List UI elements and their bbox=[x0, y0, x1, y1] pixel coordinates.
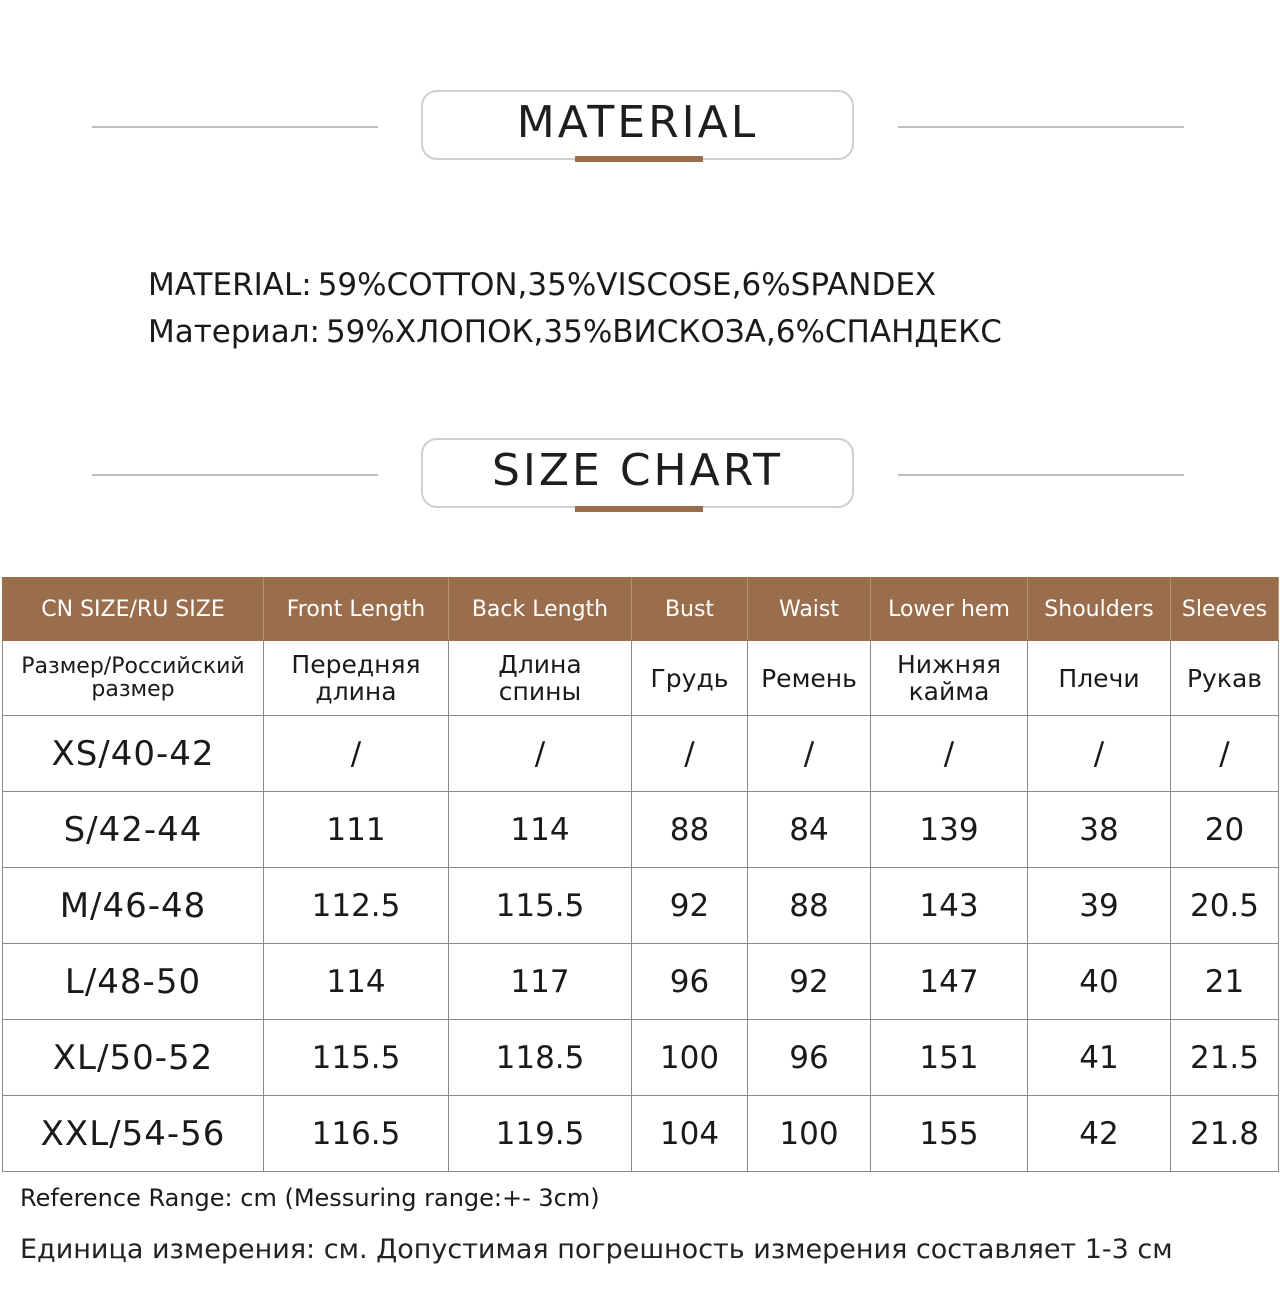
waist-cell: 84 bbox=[748, 792, 871, 868]
waist-cell: 92 bbox=[748, 944, 871, 1020]
size-cell: XS/40-42 bbox=[3, 716, 264, 792]
header-ru-line: Размер/Российский bbox=[21, 654, 245, 679]
shoulders-cell: 39 bbox=[1028, 868, 1171, 944]
table-row bbox=[3, 716, 1279, 792]
header-ru-line: кайма bbox=[908, 677, 990, 706]
shoulders-cell: 38 bbox=[1028, 792, 1171, 868]
size-chart-title: SIZE CHART bbox=[492, 445, 783, 496]
sleeves-cell: / bbox=[1171, 716, 1279, 792]
waist-cell: 88 bbox=[748, 868, 871, 944]
material-title: MATERIAL bbox=[516, 97, 759, 148]
material-composition bbox=[148, 262, 1002, 356]
back-length-cell: 117 bbox=[449, 944, 632, 1020]
column-header-ru-waist bbox=[748, 641, 871, 716]
material-label-ru: Материал: bbox=[148, 314, 320, 350]
column-header-bust: Bust bbox=[632, 578, 748, 641]
size-cell: XL/50-52 bbox=[3, 1020, 264, 1096]
column-header-ru-back-length bbox=[449, 641, 632, 716]
left-divider bbox=[92, 126, 378, 128]
right-divider bbox=[898, 126, 1184, 128]
reference-range-note-ru: Единица измерения: см. Допустимая погрешность измерения составляет 1-3 см bbox=[20, 1234, 1173, 1265]
sleeves-cell: 21.8 bbox=[1171, 1096, 1279, 1172]
header-row-ru bbox=[3, 641, 1279, 716]
column-header-lower-hem: Lower hem bbox=[871, 578, 1028, 641]
column-header-ru-lower-hem bbox=[871, 641, 1028, 716]
header-ru-line: Ремень bbox=[761, 663, 857, 693]
size-chart-title-underline bbox=[575, 506, 703, 512]
front-length-cell: 111 bbox=[264, 792, 449, 868]
front-length-cell: 115.5 bbox=[264, 1020, 449, 1096]
front-length-cell: / bbox=[264, 716, 449, 792]
table-row bbox=[3, 792, 1279, 868]
sleeves-cell: 21.5 bbox=[1171, 1020, 1279, 1096]
front-length-cell: 114 bbox=[264, 944, 449, 1020]
header-ru-line: размер bbox=[91, 677, 175, 702]
back-length-cell: / bbox=[449, 716, 632, 792]
table-row bbox=[3, 868, 1279, 944]
column-header-shoulders: Shoulders bbox=[1028, 578, 1171, 641]
header-ru-line: Длина bbox=[498, 650, 582, 679]
bust-cell: 96 bbox=[632, 944, 748, 1020]
back-length-cell: 119.5 bbox=[449, 1096, 632, 1172]
size-cell: L/48-50 bbox=[3, 944, 264, 1020]
size-cell: S/42-44 bbox=[3, 792, 264, 868]
size-table bbox=[2, 577, 1279, 1172]
table-row bbox=[3, 1020, 1279, 1096]
right-divider bbox=[898, 474, 1184, 476]
reference-range-note: Reference Range: cm (Messuring range:+- 3cm) bbox=[20, 1184, 600, 1212]
shoulders-cell: / bbox=[1028, 716, 1171, 792]
table-row bbox=[3, 1096, 1279, 1172]
header-ru-line: спины bbox=[498, 677, 582, 706]
material-title-pill bbox=[421, 90, 854, 160]
header-ru-line: Плечи bbox=[1058, 663, 1140, 693]
header-ru-line: Нижняя bbox=[897, 650, 1001, 679]
material-section-header bbox=[0, 90, 1280, 166]
column-header-front-length: Front Length bbox=[264, 578, 449, 641]
column-header-sleeves: Sleeves bbox=[1171, 578, 1279, 641]
column-header-ru-sleeves bbox=[1171, 641, 1279, 716]
waist-cell: 100 bbox=[748, 1096, 871, 1172]
column-header-back-length: Back Length bbox=[449, 578, 632, 641]
left-divider bbox=[92, 474, 378, 476]
header-row-en bbox=[3, 578, 1279, 641]
column-header-ru-front-length bbox=[264, 641, 449, 716]
sleeves-cell: 21 bbox=[1171, 944, 1279, 1020]
size-cell: M/46-48 bbox=[3, 868, 264, 944]
shoulders-cell: 42 bbox=[1028, 1096, 1171, 1172]
column-header-waist: Waist bbox=[748, 578, 871, 641]
lower-hem-cell: 139 bbox=[871, 792, 1028, 868]
bust-cell: 104 bbox=[632, 1096, 748, 1172]
lower-hem-cell: 155 bbox=[871, 1096, 1028, 1172]
header-ru-line: Передняя bbox=[291, 650, 421, 679]
sleeves-cell: 20.5 bbox=[1171, 868, 1279, 944]
bust-cell: / bbox=[632, 716, 748, 792]
material-value-ru: 59%ХЛОПОК,35%ВИСКОЗА,6%СПАНДЕКС bbox=[325, 314, 1002, 350]
column-header-cn-ru-size: CN SIZE/RU SIZE bbox=[3, 578, 264, 641]
sleeves-cell: 20 bbox=[1171, 792, 1279, 868]
shoulders-cell: 40 bbox=[1028, 944, 1171, 1020]
lower-hem-cell: 143 bbox=[871, 868, 1028, 944]
header-ru-line: длина bbox=[315, 677, 397, 706]
table-row bbox=[3, 944, 1279, 1020]
bust-cell: 88 bbox=[632, 792, 748, 868]
waist-cell: 96 bbox=[748, 1020, 871, 1096]
material-label-en: MATERIAL: bbox=[148, 267, 312, 303]
back-length-cell: 115.5 bbox=[449, 868, 632, 944]
material-line-en bbox=[148, 262, 1002, 309]
bust-cell: 92 bbox=[632, 868, 748, 944]
header-ru-line: Грудь bbox=[650, 663, 729, 693]
header-ru-line: Рукав bbox=[1186, 663, 1263, 693]
column-header-ru-size bbox=[3, 641, 264, 716]
lower-hem-cell: 151 bbox=[871, 1020, 1028, 1096]
material-title-underline bbox=[575, 156, 703, 162]
waist-cell: / bbox=[748, 716, 871, 792]
bust-cell: 100 bbox=[632, 1020, 748, 1096]
lower-hem-cell: / bbox=[871, 716, 1028, 792]
column-header-ru-bust bbox=[632, 641, 748, 716]
back-length-cell: 118.5 bbox=[449, 1020, 632, 1096]
column-header-ru-shoulders bbox=[1028, 641, 1171, 716]
shoulders-cell: 41 bbox=[1028, 1020, 1171, 1096]
material-value-en: 59%COTTON,35%VISCOSE,6%SPANDEX bbox=[317, 267, 937, 303]
back-length-cell: 114 bbox=[449, 792, 632, 868]
material-line-ru bbox=[148, 309, 1002, 356]
size-chart-section-header bbox=[0, 438, 1280, 514]
lower-hem-cell: 147 bbox=[871, 944, 1028, 1020]
front-length-cell: 116.5 bbox=[264, 1096, 449, 1172]
size-chart-title-pill bbox=[421, 438, 854, 508]
front-length-cell: 112.5 bbox=[264, 868, 449, 944]
size-cell: XXL/54-56 bbox=[3, 1096, 264, 1172]
